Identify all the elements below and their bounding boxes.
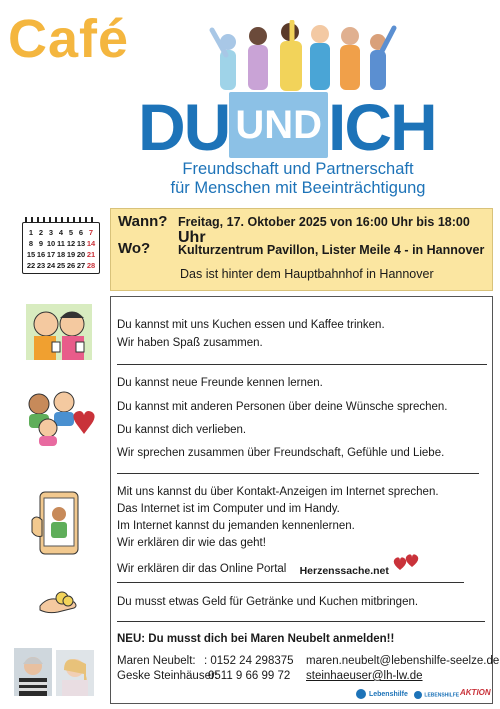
s2-line-3: Du kannst dich verlieben. (117, 424, 247, 436)
registration-notice: NEU: Du musst dich bei Maren Neubelt anmelden!! (117, 633, 395, 645)
coffee-friends-icon (26, 304, 92, 360)
calendar-day: 9 (38, 239, 44, 248)
logo-ich: ICH (328, 90, 436, 164)
cafe-title: Café (8, 9, 130, 69)
calendar-day: 24 (46, 261, 56, 270)
s1-line-2: Wir haben Spaß zusammen. (117, 337, 263, 349)
calendar-day: 12 (66, 239, 76, 248)
subtitle-line-2: für Menschen mit Beeinträchtigung (170, 179, 426, 197)
s4-line-1: Du musst etwas Geld für Getränke und Kuchen mitbringen. (117, 596, 419, 608)
contact-2-name: Geske Steinhäuser: (117, 670, 219, 682)
calendar-day: 4 (58, 228, 64, 237)
contact-2-email[interactable]: steinhaeuser@lh-lw.de (306, 670, 423, 682)
calendar-day: 3 (48, 228, 54, 237)
aktion-logo: AKTION (460, 688, 491, 697)
people-group-illustration (208, 20, 398, 100)
when-label: Wann? (118, 213, 168, 230)
where-value: Kulturzentrum Pavillon, Lister Meile 4 - in Hannover (178, 243, 485, 257)
calendar-day: 15 (26, 250, 36, 259)
divider-1 (117, 364, 487, 365)
calendar-day: 10 (46, 239, 56, 248)
photo-geske-steinhaeuser (56, 650, 94, 696)
calendar-day: 20 (76, 250, 86, 259)
calendar-day: 23 (36, 261, 46, 270)
when-uhr: Uhr (178, 229, 206, 246)
calendar-day: 22 (26, 261, 36, 270)
s2-line-2: Du kannst mit anderen Personen über deine Wünsche sprechen. (117, 401, 448, 413)
herzenssache-logo (300, 554, 422, 577)
s3-line-5-text: Wir erklären dir das Online Portal (117, 563, 287, 575)
logo-und: UND (229, 92, 328, 158)
calendar-row (26, 249, 98, 260)
calendar-day: 26 (66, 261, 76, 270)
s3-line-4: Wir erklären dir wie das geht! (117, 537, 266, 549)
photo-maren-neubelt (14, 648, 52, 696)
s3-line-3: Im Internet kannst du jemanden kennenlernen. (117, 520, 355, 532)
logo-wordmark (138, 90, 463, 164)
calendar-day: 13 (76, 239, 86, 248)
portal-name: Herzenssache.net (299, 565, 389, 577)
friends-heart-icon (24, 386, 98, 446)
calendar-day: 1 (28, 228, 34, 237)
contact-1-name: Maren Neubelt: (117, 655, 196, 667)
calendar-row (26, 227, 98, 238)
divider-2 (117, 473, 479, 474)
lebenshilfe-logo-icon (355, 688, 367, 700)
calendar-day: 6 (78, 228, 84, 237)
where-note: Das ist hinter dem Hauptbahnhof in Hannover (180, 267, 434, 281)
lebenshilfe-logo (355, 688, 408, 700)
calendar-row (26, 260, 98, 271)
calendar-day: 21 (86, 250, 96, 259)
calendar-day: 18 (56, 250, 66, 259)
calendar-day: 25 (56, 261, 66, 270)
smartphone-icon (30, 490, 88, 556)
logo-1-text: Lebenshilfe (368, 690, 408, 698)
calendar-day: 19 (66, 250, 76, 259)
logo-2-text: LEBENSHILFE (424, 692, 460, 699)
s3-line-2: Das Internet ist im Computer und im Handy. (117, 503, 340, 515)
divider-3 (117, 582, 464, 583)
when-text: Freitag, 17. Oktober 2025 von 16:00 Uhr bis 18:00 (178, 215, 470, 229)
divider-4 (117, 621, 485, 622)
hearts-icon (392, 554, 422, 572)
lebenshilfe-2-icon (413, 690, 423, 700)
calendar-day: 5 (68, 228, 74, 237)
contact-1-phone: : 0152 24 298375 (204, 655, 294, 667)
s3-line-1: Mit uns kannst du über Kontakt-Anzeigen im Internet sprechen. (117, 486, 439, 498)
calendar-day: 14 (86, 239, 96, 248)
calendar-day: 27 (76, 261, 86, 270)
s1-line-1: Du kannst mit uns Kuchen essen und Kaffee trinken. (117, 319, 385, 331)
subtitle-line-1: Freundschaft und Partnerschaft (182, 160, 414, 178)
calendar-icon (22, 222, 100, 274)
s3-line-5 (117, 554, 422, 577)
where-label: Wo? (118, 240, 151, 257)
contact-2-phone: 0511 9 66 99 72 (208, 670, 291, 682)
calendar-day: 17 (46, 250, 56, 259)
lebenshilfe-2-logo (413, 690, 459, 700)
calendar-day: 16 (36, 250, 46, 259)
s2-line-4: Wir sprechen zusammen über Freundschaft, Gefühle und Liebe. (117, 447, 445, 459)
logo-du: DU (138, 90, 230, 164)
calendar-day: 28 (86, 261, 96, 270)
calendar-row (26, 238, 98, 249)
calendar-day: 2 (38, 228, 44, 237)
calendar-day: 11 (57, 239, 65, 248)
calendar-day: 8 (28, 239, 34, 248)
du-und-ich-logo (138, 20, 463, 164)
contact-1-email[interactable]: maren.neubelt@lebenshilfe-seelze.de (306, 655, 500, 667)
s2-line-1: Du kannst neue Freunde kennen lernen. (117, 377, 323, 389)
coins-hand-icon (38, 588, 78, 616)
calendar-day: 7 (88, 228, 94, 237)
